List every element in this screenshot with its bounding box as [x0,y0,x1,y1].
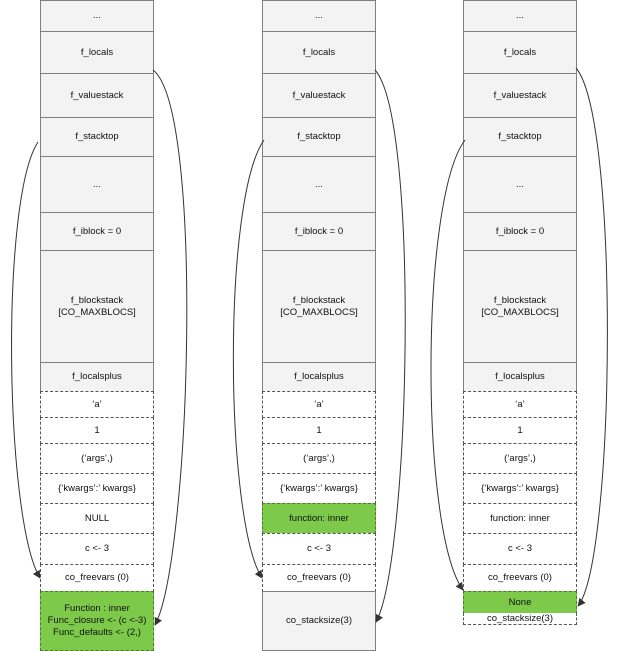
cell-ellipsis-mid [40,156,154,213]
cell-slot [262,503,376,534]
cell-f-localsplus [463,362,577,392]
cell-local-args [40,443,154,474]
cell-ellipsis-top [262,0,376,32]
cell-ellipsis-top [463,0,577,32]
cell-label: (‘args’,) [303,452,335,464]
cell-tail [463,613,577,625]
cell-f-blockstack [40,250,154,363]
cell-label: NULL [84,512,110,524]
cell-label: co_stacksize(3) [487,612,553,624]
cell-local-1 [262,417,376,444]
cell-f-localsplus [40,362,154,392]
cell-label: f_localsplus [495,371,545,382]
cell-f-iblock [262,212,376,251]
cell-line: [CO_MAXBLOCS] [280,306,358,318]
cell-f-locals [262,31,376,74]
cell-local-1 [463,417,577,444]
cell-label: function: inner [490,512,550,524]
cell-label: f_iblock = 0 [495,225,545,237]
cell-local-a [262,391,376,418]
cell-cell-c [262,533,376,565]
cell-label: 1 [94,424,100,436]
cell-label: ... [315,178,323,190]
cell-line: f_blockstack [70,294,124,306]
cell-label: ... [93,10,101,21]
cell-label: (‘args’,) [504,452,536,464]
cell-text-lines [48,603,147,639]
cell-line: [CO_MAXBLOCS] [481,306,559,318]
cell-line: Func_closure <- (c <-3) [47,615,147,626]
cell-f-valuestack [262,73,376,118]
cell-local-1 [40,417,154,444]
cell-label: f_iblock = 0 [72,225,122,237]
cell-label: co_freevars (0) [65,572,129,583]
cell-f-stacktop [463,117,577,157]
cell-label: f_valuestack [493,89,547,101]
cell-freevars [463,564,577,592]
cell-label: co_freevars (0) [287,572,351,583]
cell-label: co_freevars (0) [488,572,552,583]
cell-line: f_blockstack [493,294,547,306]
cell-label: ‘a’ [92,398,102,410]
cell-ellipsis-mid [262,156,376,213]
cell-label: f_localsplus [294,371,344,382]
cell-cell-c [463,533,577,565]
cell-local-kwargs [463,473,577,504]
cell-label: f_stacktop [297,131,341,142]
cell-label: f_localsplus [72,371,122,382]
cell-label: f_valuestack [70,89,124,101]
cell-label: c <- 3 [84,543,110,554]
cell-label: ... [516,10,524,21]
cell-f-iblock [40,212,154,251]
cell-label: None [508,596,532,608]
cell-label: f_locals [503,46,537,58]
cell-label: 1 [517,424,523,436]
cell-tail [262,591,376,651]
cell-text-lines [481,295,559,319]
cell-f-blockstack [262,250,376,363]
cell-local-args [463,443,577,474]
cell-cell-c [40,533,154,565]
cell-f-valuestack [40,73,154,118]
cell-label: f_locals [80,46,114,58]
cell-label: ‘a’ [314,398,324,410]
cell-label: f_valuestack [292,89,346,101]
cell-ellipsis-mid [463,156,577,213]
cell-local-kwargs [40,473,154,504]
cell-label: f_stacktop [75,131,119,142]
cell-line: Func_defaults <- (2,) [53,627,141,638]
cell-line: f_blockstack [292,294,346,306]
cell-f-stacktop [40,117,154,157]
cell-local-args [262,443,376,474]
cell-label: ... [516,178,524,190]
arrow-f-locals-col1 [153,70,187,625]
cell-label: {‘kwargs’:’ kwargs} [280,482,358,494]
cell-text-lines [280,295,358,319]
cell-label: f_stacktop [498,131,542,142]
cell-label: co_stacksize(3) [286,615,352,626]
arrow-f-locals-col3 [576,68,607,606]
cell-none [463,591,577,614]
cell-label: (‘args’,) [81,452,113,464]
cell-f-blockstack [463,250,577,363]
cell-label: ... [315,10,323,21]
cell-slot [40,503,154,534]
cell-f-locals [463,31,577,74]
cell-label: f_locals [302,46,336,58]
cell-label: {‘kwargs’:’ kwargs} [58,482,136,494]
cell-ellipsis-top [40,0,154,32]
cell-local-kwargs [262,473,376,504]
cell-f-valuestack [463,73,577,118]
arrow-f-locals-col2 [375,70,405,622]
cell-text-lines [58,295,136,319]
cell-f-localsplus [262,362,376,392]
cell-f-locals [40,31,154,74]
cell-local-a [40,391,154,418]
cell-f-stacktop [262,117,376,157]
cell-label: f_iblock = 0 [294,225,344,237]
cell-f-iblock [463,212,577,251]
cell-tail [40,591,154,651]
cell-label: function: inner [289,512,349,524]
cell-label: ‘a’ [515,398,525,410]
cell-freevars [40,564,154,592]
cell-label: ... [93,178,101,190]
cell-freevars [262,564,376,592]
cell-label: c <- 3 [306,543,332,554]
cell-label: {‘kwargs’:’ kwargs} [481,482,559,494]
arrow-f-stacktop-col1 [12,142,40,578]
arrow-f-stacktop-col2 [233,140,264,578]
cell-local-a [463,391,577,418]
cell-label: c <- 3 [507,543,533,554]
cell-slot [463,503,577,534]
cell-label: 1 [316,424,322,436]
arrow-f-stacktop-col3 [431,140,465,590]
cell-line: Function : inner [64,603,130,614]
cell-line: [CO_MAXBLOCS] [58,306,136,318]
